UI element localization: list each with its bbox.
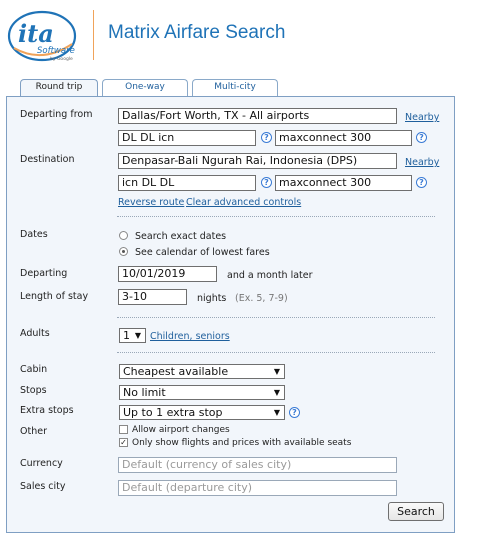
section-divider — [117, 317, 435, 318]
help-icon[interactable]: ? — [261, 177, 272, 188]
adults-select-value: 1 — [123, 329, 130, 342]
chevron-down-icon: ▼ — [273, 388, 280, 397]
search-exact-dates-radio[interactable] — [119, 231, 128, 240]
adults-select[interactable] — [119, 328, 146, 343]
header-divider — [93, 10, 94, 60]
currency-input[interactable]: Default (currency of sales city) — [118, 457, 397, 473]
chevron-down-icon: ▼ — [273, 367, 280, 376]
currency-label: Currency — [20, 458, 63, 469]
calendar-lowest-fares-radio[interactable] — [119, 247, 128, 256]
search-button[interactable]: Search — [388, 502, 444, 521]
departing-nearby-link[interactable]: Nearby — [405, 112, 440, 123]
clear-advanced-controls-link[interactable]: Clear advanced controls — [186, 197, 302, 208]
departing-routing-input[interactable]: DL DL icn — [118, 130, 256, 146]
extra-stops-label: Extra stops — [20, 405, 74, 416]
sales-city-label: Sales city — [20, 481, 66, 492]
departing-range-hint: and a month later — [227, 270, 313, 281]
extra-stops-select-value: Up to 1 extra stop — [123, 406, 223, 419]
help-icon[interactable]: ? — [416, 132, 427, 143]
dates-label: Dates — [20, 229, 48, 240]
departing-label: Departing — [20, 268, 68, 279]
length-of-stay-label: Length of stay — [20, 291, 89, 302]
help-icon[interactable]: ? — [289, 407, 300, 418]
calendar-lowest-fares-label: See calendar of lowest fares — [135, 247, 270, 258]
help-icon[interactable]: ? — [416, 177, 427, 188]
help-icon[interactable]: ? — [261, 132, 272, 143]
chevron-down-icon: ▼ — [134, 331, 141, 340]
section-divider — [117, 352, 435, 353]
other-label: Other — [20, 426, 47, 437]
sales-city-input[interactable]: Default (departure city) — [118, 480, 397, 496]
children-seniors-link[interactable]: Children, seniors — [150, 331, 230, 342]
tab-round-trip[interactable]: Round trip — [20, 79, 98, 97]
destination-input[interactable]: Denpasar-Bali Ngurah Rai, Indonesia (DPS) — [118, 153, 397, 169]
allow-airport-changes-checkbox[interactable] — [119, 425, 128, 434]
search-form-panel — [6, 96, 455, 533]
cabin-select-value: Cheapest available — [123, 365, 229, 378]
stops-label: Stops — [20, 385, 47, 396]
page-header — [0, 0, 477, 70]
section-divider — [117, 216, 435, 217]
departing-from-label: Departing from — [20, 109, 93, 120]
reverse-route-link[interactable]: Reverse route — [118, 197, 185, 208]
length-of-stay-example: (Ex. 5, 7-9) — [235, 293, 288, 304]
destination-routing-input[interactable]: icn DL DL — [118, 175, 256, 191]
adults-label: Adults — [20, 328, 50, 339]
departing-from-input[interactable]: Dallas/Fort Worth, TX - All airports — [118, 108, 397, 124]
chevron-down-icon: ▼ — [273, 408, 280, 417]
destination-nearby-link[interactable]: Nearby — [405, 157, 440, 168]
tab-multi-city[interactable]: Multi-city — [192, 79, 278, 96]
stops-select-value: No limit — [123, 386, 166, 399]
svg-text:Software: Software — [37, 46, 75, 56]
check-icon: ✓ — [120, 438, 127, 447]
svg-text:ita: ita — [18, 19, 54, 48]
cabin-select[interactable] — [119, 364, 285, 379]
available-seats-label: Only show flights and prices with available seats — [132, 438, 352, 448]
ita-software-logo — [6, 8, 84, 64]
page-title: Matrix Airfare Search — [108, 22, 286, 43]
stops-select[interactable] — [119, 385, 285, 400]
extra-stops-select[interactable] — [119, 405, 285, 420]
available-seats-checkbox[interactable] — [119, 438, 128, 447]
svg-text:by Google: by Google — [50, 57, 73, 62]
nights-label: nights — [197, 293, 227, 304]
search-exact-dates-label: Search exact dates — [135, 231, 227, 242]
destination-extension-input[interactable]: maxconnect 300 — [275, 175, 412, 191]
destination-label: Destination — [20, 154, 75, 165]
tab-one-way[interactable]: One-way — [102, 79, 188, 96]
length-of-stay-input[interactable]: 3-10 — [118, 289, 187, 305]
departing-date-input[interactable]: 10/01/2019 — [118, 266, 217, 282]
cabin-label: Cabin — [20, 364, 48, 375]
allow-airport-changes-label: Allow airport changes — [132, 425, 230, 435]
departing-extension-input[interactable]: maxconnect 300 — [275, 130, 412, 146]
